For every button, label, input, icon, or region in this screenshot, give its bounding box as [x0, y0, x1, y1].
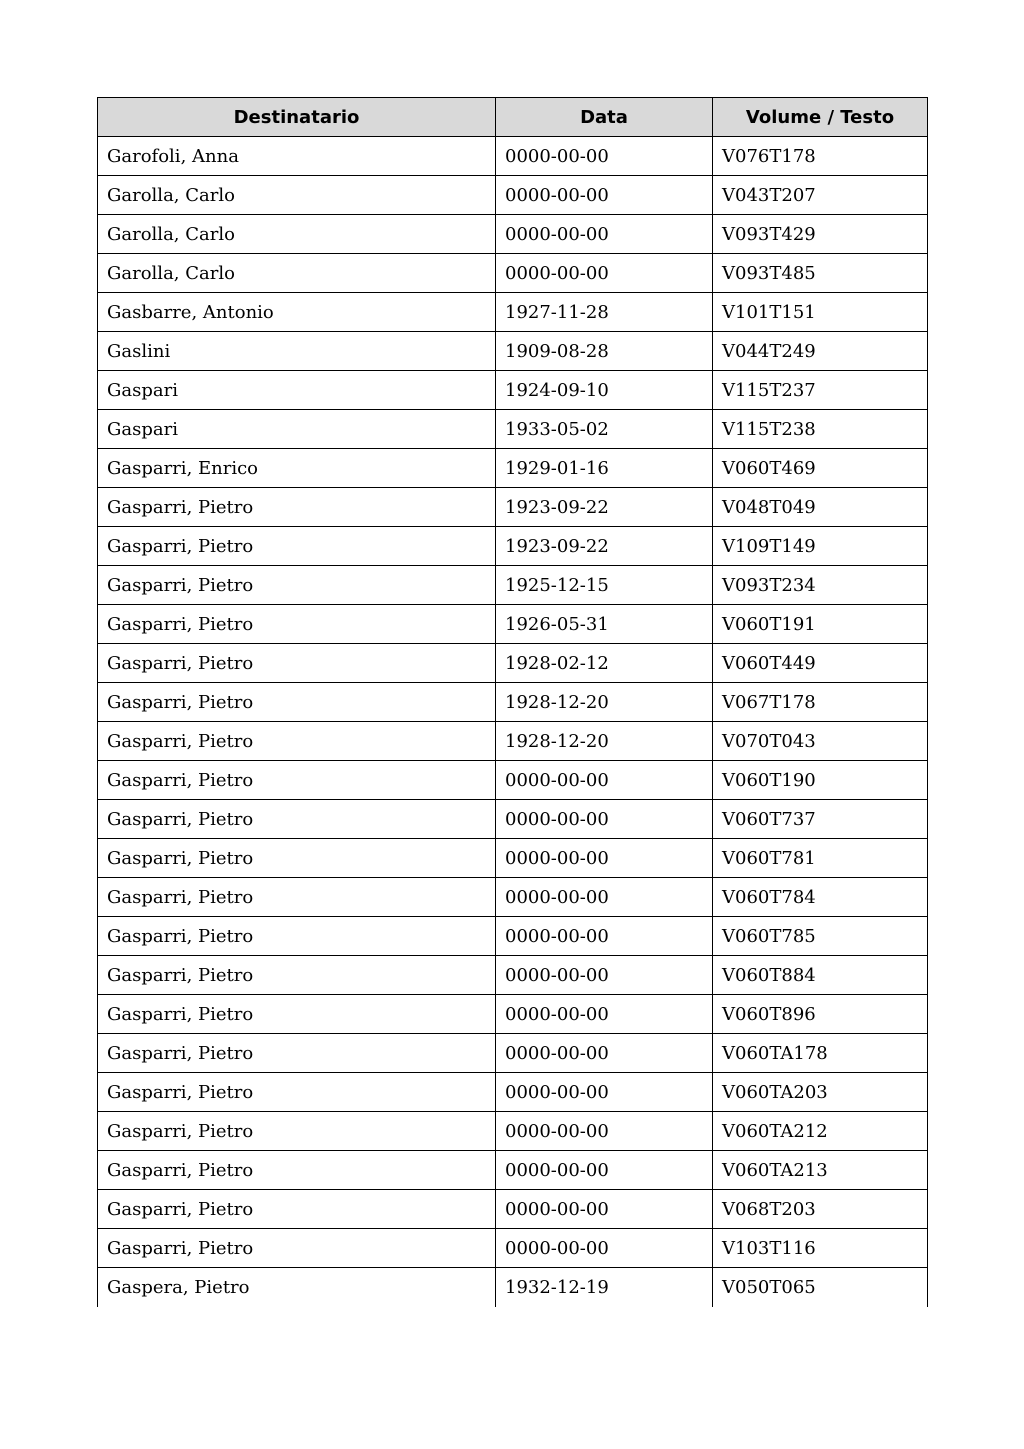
- table-row: [98, 1151, 928, 1190]
- table-row: [98, 956, 928, 995]
- cell-destinatario: Gasparri, Pietro: [98, 995, 496, 1034]
- cell-volume-testo: V093T234: [713, 566, 928, 605]
- cell-data: 1933-05-02: [496, 410, 713, 449]
- cell-volume-testo: V060TA213: [713, 1151, 928, 1190]
- cell-data: 1926-05-31: [496, 605, 713, 644]
- cell-data: 1928-12-20: [496, 722, 713, 761]
- cell-data: 1925-12-15: [496, 566, 713, 605]
- table-row: [98, 1034, 928, 1073]
- cell-data: 1929-01-16: [496, 449, 713, 488]
- cell-destinatario: Gasparri, Pietro: [98, 800, 496, 839]
- cell-volume-testo: V043T207: [713, 176, 928, 215]
- cell-destinatario: Gasparri, Pietro: [98, 488, 496, 527]
- table-row: [98, 371, 928, 410]
- table-row: [98, 995, 928, 1034]
- cell-volume-testo: V060T191: [713, 605, 928, 644]
- cell-volume-testo: V060T469: [713, 449, 928, 488]
- cell-data: 1923-09-22: [496, 488, 713, 527]
- cell-data: 1932-12-19: [496, 1268, 713, 1307]
- table-body: [98, 137, 928, 1307]
- cell-volume-testo: V048T049: [713, 488, 928, 527]
- cell-volume-testo: V044T249: [713, 332, 928, 371]
- cell-destinatario: Gasparri, Pietro: [98, 761, 496, 800]
- cell-data: 0000-00-00: [496, 176, 713, 215]
- cell-data: 0000-00-00: [496, 1151, 713, 1190]
- cell-volume-testo: V060T190: [713, 761, 928, 800]
- header-data: Data: [496, 98, 713, 137]
- table-row: [98, 683, 928, 722]
- cell-destinatario: Gasparri, Enrico: [98, 449, 496, 488]
- table-row: [98, 722, 928, 761]
- cell-destinatario: Gasparri, Pietro: [98, 956, 496, 995]
- table-row: [98, 566, 928, 605]
- table-row: [98, 800, 928, 839]
- cell-data: 1923-09-22: [496, 527, 713, 566]
- cell-volume-testo: V070T043: [713, 722, 928, 761]
- cell-data: 0000-00-00: [496, 839, 713, 878]
- cell-data: 1924-09-10: [496, 371, 713, 410]
- cell-data: 0000-00-00: [496, 1112, 713, 1151]
- table-row: [98, 878, 928, 917]
- table-row: [98, 410, 928, 449]
- cell-volume-testo: V067T178: [713, 683, 928, 722]
- cell-destinatario: Gasparri, Pietro: [98, 527, 496, 566]
- cell-volume-testo: V076T178: [713, 137, 928, 176]
- cell-data: 0000-00-00: [496, 800, 713, 839]
- header-row: [98, 98, 928, 137]
- cell-volume-testo: V103T116: [713, 1229, 928, 1268]
- cell-destinatario: Gasparri, Pietro: [98, 1112, 496, 1151]
- table-row: [98, 332, 928, 371]
- cell-data: 0000-00-00: [496, 1190, 713, 1229]
- table-row: [98, 1268, 928, 1307]
- recipients-table: [97, 97, 928, 1307]
- table-row: [98, 1229, 928, 1268]
- cell-destinatario: Gasparri, Pietro: [98, 683, 496, 722]
- cell-destinatario: Gasparri, Pietro: [98, 605, 496, 644]
- cell-destinatario: Garofoli, Anna: [98, 137, 496, 176]
- cell-data: 1909-08-28: [496, 332, 713, 371]
- cell-data: 1928-12-20: [496, 683, 713, 722]
- cell-volume-testo: V115T237: [713, 371, 928, 410]
- table-row: [98, 176, 928, 215]
- cell-data: 0000-00-00: [496, 995, 713, 1034]
- cell-data: 0000-00-00: [496, 1229, 713, 1268]
- cell-destinatario: Gasparri, Pietro: [98, 722, 496, 761]
- table-row: [98, 1073, 928, 1112]
- cell-volume-testo: V109T149: [713, 527, 928, 566]
- cell-volume-testo: V060T781: [713, 839, 928, 878]
- cell-volume-testo: V068T203: [713, 1190, 928, 1229]
- cell-destinatario: Gasparri, Pietro: [98, 644, 496, 683]
- table-row: [98, 527, 928, 566]
- cell-destinatario: Gasparri, Pietro: [98, 1151, 496, 1190]
- cell-data: 0000-00-00: [496, 1034, 713, 1073]
- cell-data: 0000-00-00: [496, 917, 713, 956]
- header-volume-testo: Volume / Testo: [713, 98, 928, 137]
- table-row: [98, 605, 928, 644]
- cell-destinatario: Gaslini: [98, 332, 496, 371]
- table-row: [98, 488, 928, 527]
- cell-destinatario: Gaspari: [98, 371, 496, 410]
- cell-destinatario: Gasparri, Pietro: [98, 878, 496, 917]
- cell-destinatario: Garolla, Carlo: [98, 215, 496, 254]
- cell-data: 1927-11-28: [496, 293, 713, 332]
- table-row: [98, 449, 928, 488]
- cell-destinatario: Gasbarre, Antonio: [98, 293, 496, 332]
- cell-volume-testo: V060TA212: [713, 1112, 928, 1151]
- cell-data: 0000-00-00: [496, 1073, 713, 1112]
- cell-volume-testo: V060T449: [713, 644, 928, 683]
- cell-destinatario: Garolla, Carlo: [98, 254, 496, 293]
- table-row: [98, 137, 928, 176]
- cell-data: 0000-00-00: [496, 761, 713, 800]
- cell-data: 0000-00-00: [496, 137, 713, 176]
- cell-destinatario: Gasparri, Pietro: [98, 566, 496, 605]
- table-row: [98, 761, 928, 800]
- cell-volume-testo: V060T784: [713, 878, 928, 917]
- cell-data: 1928-02-12: [496, 644, 713, 683]
- cell-volume-testo: V060T785: [713, 917, 928, 956]
- cell-data: 0000-00-00: [496, 956, 713, 995]
- cell-destinatario: Gaspera, Pietro: [98, 1268, 496, 1307]
- cell-destinatario: Gasparri, Pietro: [98, 917, 496, 956]
- table-row: [98, 644, 928, 683]
- table-row: [98, 917, 928, 956]
- cell-volume-testo: V060TA203: [713, 1073, 928, 1112]
- table-row: [98, 293, 928, 332]
- table-row: [98, 839, 928, 878]
- cell-destinatario: Gasparri, Pietro: [98, 1034, 496, 1073]
- cell-volume-testo: V115T238: [713, 410, 928, 449]
- cell-destinatario: Gasparri, Pietro: [98, 839, 496, 878]
- cell-volume-testo: V101T151: [713, 293, 928, 332]
- cell-volume-testo: V050T065: [713, 1268, 928, 1307]
- table-header: [98, 98, 928, 137]
- cell-destinatario: Gaspari: [98, 410, 496, 449]
- cell-destinatario: Gasparri, Pietro: [98, 1229, 496, 1268]
- cell-destinatario: Garolla, Carlo: [98, 176, 496, 215]
- table-row: [98, 1190, 928, 1229]
- cell-data: 0000-00-00: [496, 878, 713, 917]
- table-row: [98, 215, 928, 254]
- cell-destinatario: Gasparri, Pietro: [98, 1073, 496, 1112]
- cell-volume-testo: V093T485: [713, 254, 928, 293]
- cell-data: 0000-00-00: [496, 215, 713, 254]
- document-page: [97, 97, 927, 1307]
- cell-destinatario: Gasparri, Pietro: [98, 1190, 496, 1229]
- cell-volume-testo: V060TA178: [713, 1034, 928, 1073]
- table-row: [98, 254, 928, 293]
- table-row: [98, 1112, 928, 1151]
- cell-volume-testo: V093T429: [713, 215, 928, 254]
- header-destinatario: Destinatario: [98, 98, 496, 137]
- cell-volume-testo: V060T896: [713, 995, 928, 1034]
- cell-volume-testo: V060T884: [713, 956, 928, 995]
- cell-volume-testo: V060T737: [713, 800, 928, 839]
- cell-data: 0000-00-00: [496, 254, 713, 293]
